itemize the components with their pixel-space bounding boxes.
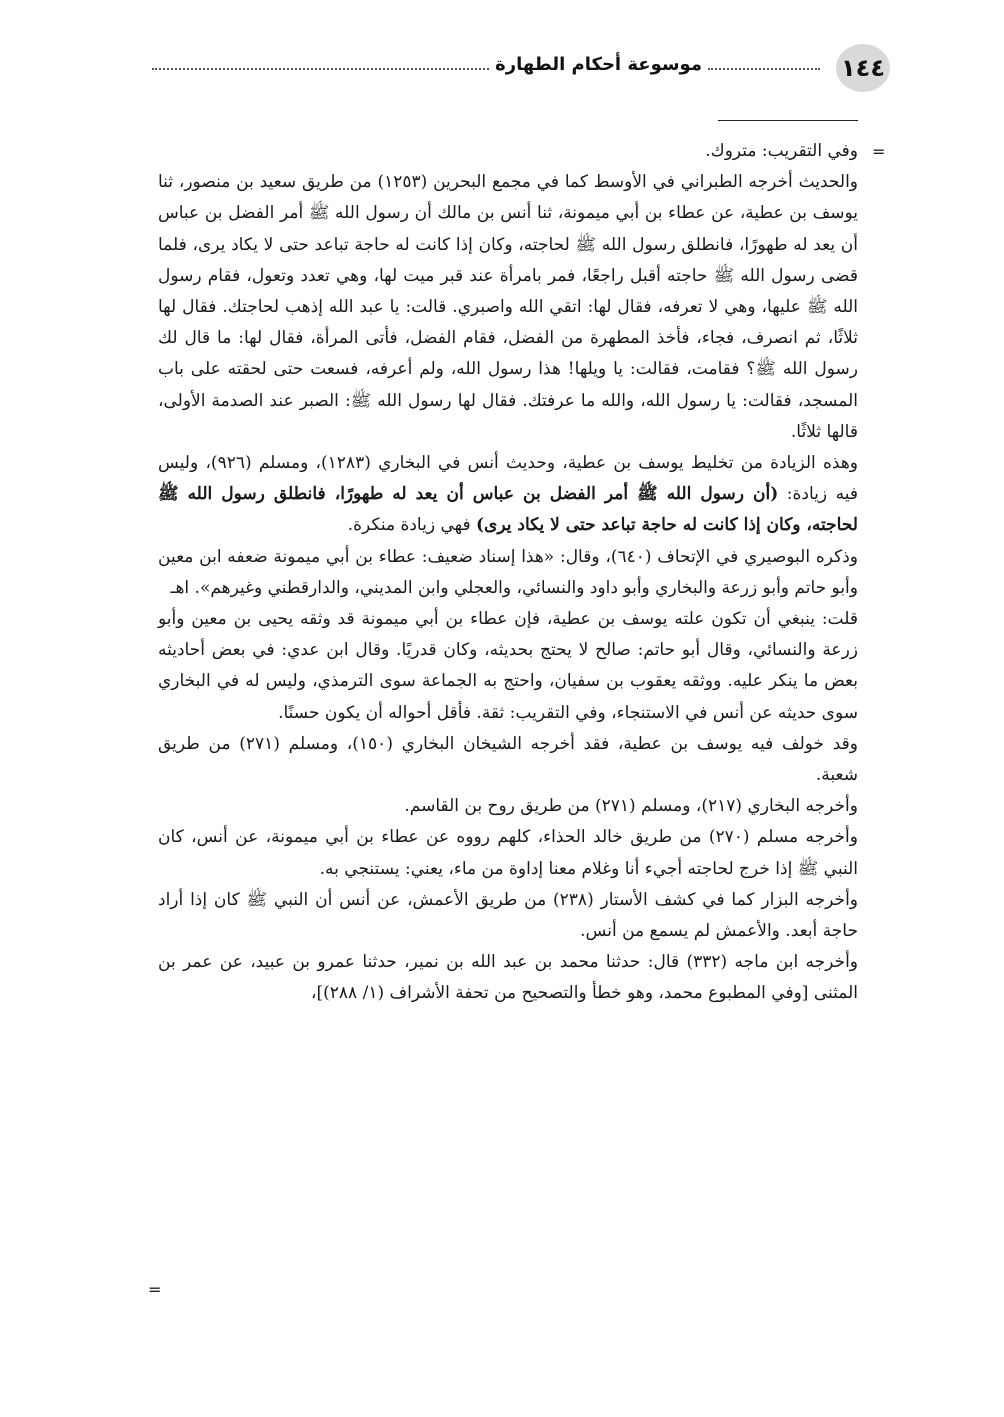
- running-title-bar: [146, 54, 826, 75]
- footnote-paragraph: والحديث أخرجه الطبراني في الأوسط كما في مجمع البحرين (١٢٥٣) من طريق سعيد بن منصور، ثنا يوسف بن عطية، عن عطاء بن أبي ميمونة، ثنا أنس بن مالك أن رسول الله ﷺ أمر الفضل بن عباس أن يعد له طهورًا، فانطلق رسول الله ﷺ لحاجته، وكان إذا كانت له حاجة تباعد حتى لا يكاد يرى، فلما قضى رسول الله ﷺ حاجته أقبل راجعًا، فمر بامرأة عند قبر ميت لها، وهي تعدد وتعول، فقام رسول الله ﷺ عليها، وهي لا تعرفه، فقال لها: اتقي الله واصبري. قالت: يا عبد الله إذهب لحاجتك. فقال لها ثلاثًا، ثم انصرف، فجاء، فأخذ المطهرة من الفضل، فقام الفضل، فأتى المرأة، فقال لها: ما قال لك رسول الله ﷺ؟ فقامت، فقالت: يا ويلها! هذا رسول الله، ولم أعرفه، فسعت حتى لحقته على باب المسجد، فقالت: يا رسول الله، والله ما عرفتك. فقال لها رسول الله ﷺ: الصبر عند الصدمة الأولى، قالها ثلاثًا.: [158, 172, 858, 442]
- footnote-paragraph: [158, 448, 858, 542]
- footnote-body: [158, 136, 858, 1010]
- footnote-paragraph: وأخرجه البخاري (٢١٧)، ومسلم (٢٧١) من طريق روح بن القاسم.: [404, 796, 858, 817]
- footnote-paragraph: وأخرجه البزار كما في كشف الأستار (٢٣٨) من طريق الأعمش، عن أنس أن النبي ﷺ كان إذا أراد حاجة أبعد. والأعمش لم يسمع من أنس.: [158, 889, 859, 942]
- continuation-mark-bottom: =: [148, 1280, 162, 1299]
- footnote-paragraph: وأخرجه مسلم (٢٧٠) من طريق خالد الحذاء، كلهم رووه عن عطاء بن أبي ميمونة، عن أنس، كان النبي ﷺ إذا خرج لحاجته أجيء أنا وغلام معنا إداوة من ماء، يعني: يستنجي به.: [158, 827, 858, 879]
- title-dot-leader-right: [708, 68, 820, 70]
- footnote-separator-rule: [718, 120, 858, 121]
- bold-quotation: (أن رسول الله ﷺ أمر الفضل بن عباس أن يعد له طهورًا، فانطلق رسول الله ﷺ لحاجته، وكان إذا كانت له حاجة تباعد حتى لا يكاد يرى): [158, 484, 858, 536]
- page-header: [146, 40, 890, 96]
- paragraph-text: فهي زيادة منكرة.: [347, 515, 476, 536]
- continuation-mark-top: =: [872, 142, 886, 161]
- paragraph-text: وهذه الزيادة من تخليط يوسف بن عطية، وحديث أنس في البخاري (١٢٨٣)، ومسلم (٩٢٦)، وليس فيه زيادة:: [158, 453, 859, 505]
- footnote-paragraph: قلت: ينبغي أن تكون علته يوسف بن عطية، فإن عطاء بن أبي ميمونة قد وثقه يحيى بن معين وأبو زرعة والنسائي، وقال أبو حاتم: صالح لا يحتج بحديثه، وكان قدريًا. وقال ابن عدي: في بعض أحاديثه بعض ما ينكر عليه. ووثقه يعقوب بن سفيان، واحتج به الجماعة سوى الترمذي، وليس له في البخاري سوى حديثه عن أنس في الاستنجاء، وفي التقريب: ثقة. فأقل أحواله أن يكون حسنًا.: [158, 609, 858, 723]
- footnote-paragraph: وأخرجه ابن ماجه (٣٣٢) قال: حدثنا محمد بن عبد الله بن نمير، حدثنا عمرو بن عبيد، عن عمر بن المثنى [وفي المطبوع محمد، وهو خطأ والتصحيح من تحفة الأشراف (١/ ٢٨٨)]،: [158, 952, 858, 1004]
- page-number: ١٤٤: [836, 44, 890, 92]
- running-title: موسوعة أحكام الطهارة: [495, 54, 702, 75]
- footnote-paragraph: وقد خولف فيه يوسف بن عطية، فقد أخرجه الشيخان البخاري (١٥٠)، ومسلم (٢٧١) من طريق شعبة.: [158, 733, 859, 786]
- footnote-paragraph: وذكره البوصيري في الإتحاف (٦٤٠)، وقال: «هذا إسناد ضعيف: عطاء بن أبي ميمونة ضعفه ابن معين وأبو حاتم وأبو زرعة والبخاري وأبو داود والنسائي، والعجلي وابن المديني، والدارقطني وغيرهم». اهـ: [158, 546, 858, 598]
- footnote-paragraph: وفي التقريب: متروك.: [705, 141, 858, 161]
- title-dot-leader-left: [152, 68, 489, 70]
